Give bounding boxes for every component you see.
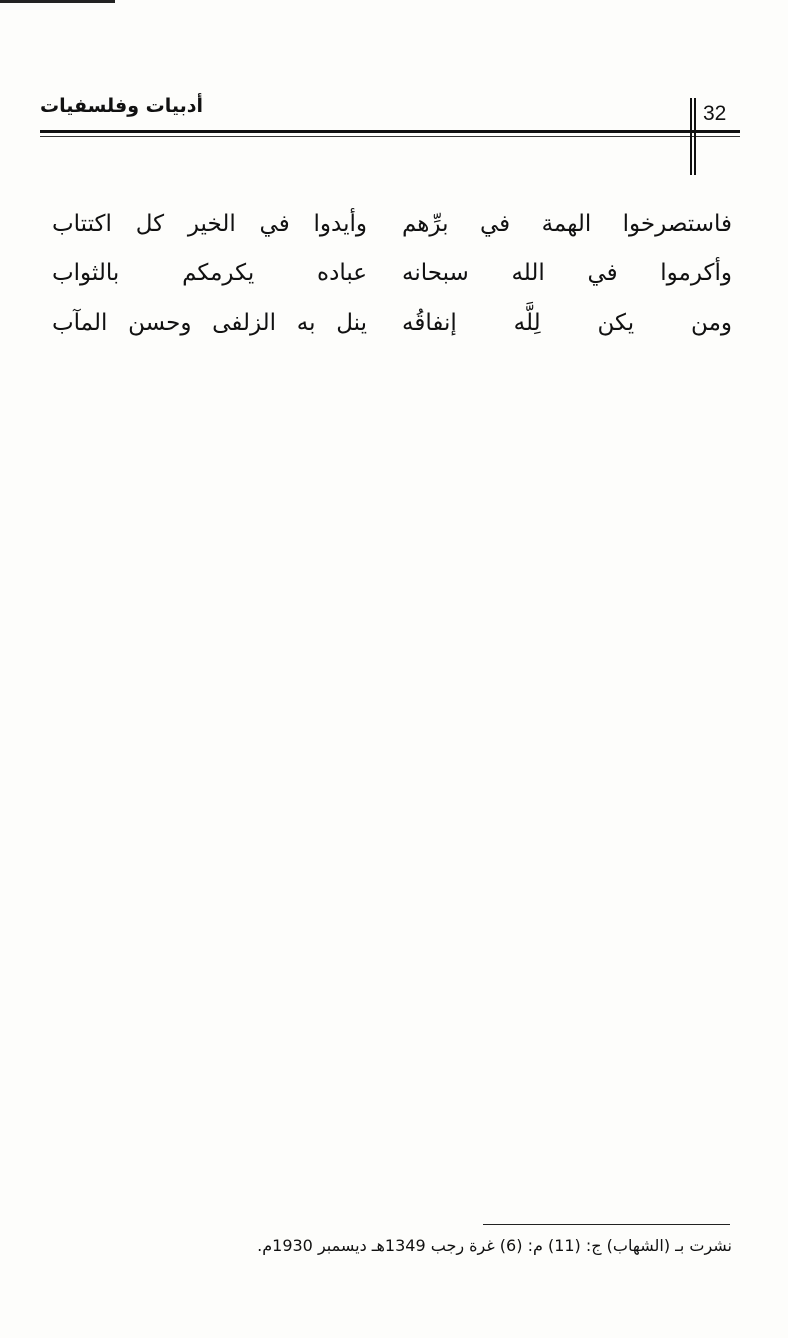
verse-first-hemistich: وأكرموا في الله سبحانه: [402, 260, 732, 286]
page-edge-mark: [0, 0, 115, 3]
verse-first-hemistich: ومن يكن لِلَّه إنفاقُه: [402, 310, 732, 336]
running-header-title: أدبيات وفلسفيات: [40, 95, 203, 117]
footnote: نشرت بـ (الشهاب) ج: (11) م: (6) غرة رجب 1349هـ ديسمبر 1930م.: [257, 1236, 732, 1255]
footnote-rule: [483, 1224, 730, 1225]
header-vertical-bar: [694, 98, 696, 175]
header-vertical-bar: [690, 98, 692, 175]
poem-verse: [0, 253, 788, 293]
header-rule-thin: [40, 136, 740, 137]
verse-first-hemistich: فاستصرخوا الهمة في برِّهم: [402, 211, 732, 237]
verse-second-hemistich: وأيدوا في الخير كل اكتتاب: [52, 211, 367, 237]
poem-verse: [0, 204, 788, 244]
verse-second-hemistich: ينل به الزلفى وحسن المآب: [52, 310, 367, 336]
poem-verse: [0, 303, 788, 343]
verse-second-hemistich: عباده يكرمكم بالثواب: [52, 260, 367, 286]
page-number: 32: [703, 102, 727, 125]
header-rule-thick: [40, 130, 740, 133]
